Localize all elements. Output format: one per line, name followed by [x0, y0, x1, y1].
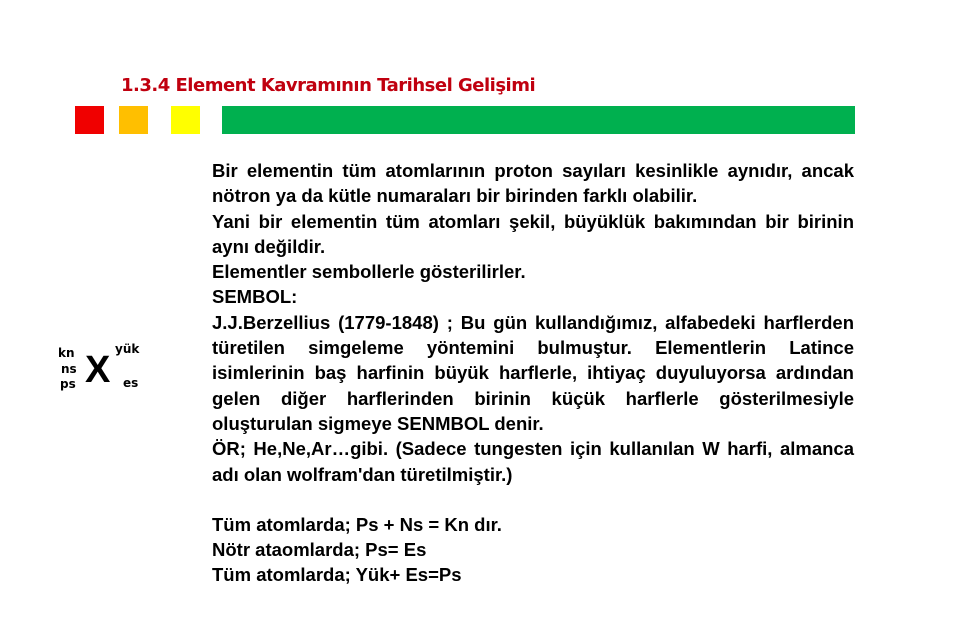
paragraph-symbols: Elementler sembollerle gösterilirler. — [212, 261, 526, 283]
paragraph-sembol-heading: SEMBOL: — [212, 286, 298, 308]
symbol-es-label: es — [123, 376, 139, 390]
symbol-ns-label: ns — [61, 362, 77, 376]
paragraph-atom-shape: Yani bir elementin tüm atomları şekil, büyüklük bakımından bir birinin aynı değildir. — [212, 210, 854, 257]
paragraph-berzellius: J.J.Berzellius (1779-1848) ; Bu gün kullandığımız, alfabedeki harflerden türetilen simgeleme yöntemini bulmuştur. Elementlerin Latince isimlerinin baş harfinin büyük harflerle, ihtiyaç duyuluyorsa ardından gelen diğer harflerinden birinin küçük harflerle gösterilmesiyle oluşturulan sigmeye SENMBOL denir. — [212, 311, 854, 434]
paragraph-example: ÖR; He,Ne,Ar…gibi. (Sadece tungesten için kullanılan W harfi, almanca adı olan wolfram'dan türetilmiştir.) — [212, 438, 854, 485]
body-text — [212, 158, 854, 588]
section-title: 1.3.4 Element Kavramının Tarihsel Gelişimi — [121, 75, 536, 96]
paragraph-proton: Bir elementin tüm atomlarının proton sayıları kesinlikle aynıdır, ancak nötron ya da kütle numaraları bir birinden farklı olabilir. — [212, 160, 854, 207]
symbol-kn-label: kn — [58, 346, 75, 360]
orange-square-decoration — [119, 106, 148, 134]
symbol-ps-label: ps — [60, 377, 76, 391]
yellow-square-decoration — [171, 106, 200, 134]
symbol-x-letter: X — [85, 349, 111, 391]
symbol-yuk-label: yük — [115, 342, 140, 356]
equation-neutral: Nötr ataomlarda; Ps= Es — [212, 539, 427, 561]
element-symbol-diagram — [55, 338, 165, 398]
equation-charge: Tüm atomlarda; Yük+ Es=Ps — [212, 564, 462, 586]
green-bar-decoration — [222, 106, 855, 134]
red-square-decoration — [75, 106, 104, 134]
equation-total: Tüm atomlarda; Ps + Ns = Kn dır. — [212, 513, 502, 535]
spacer — [212, 487, 854, 512]
